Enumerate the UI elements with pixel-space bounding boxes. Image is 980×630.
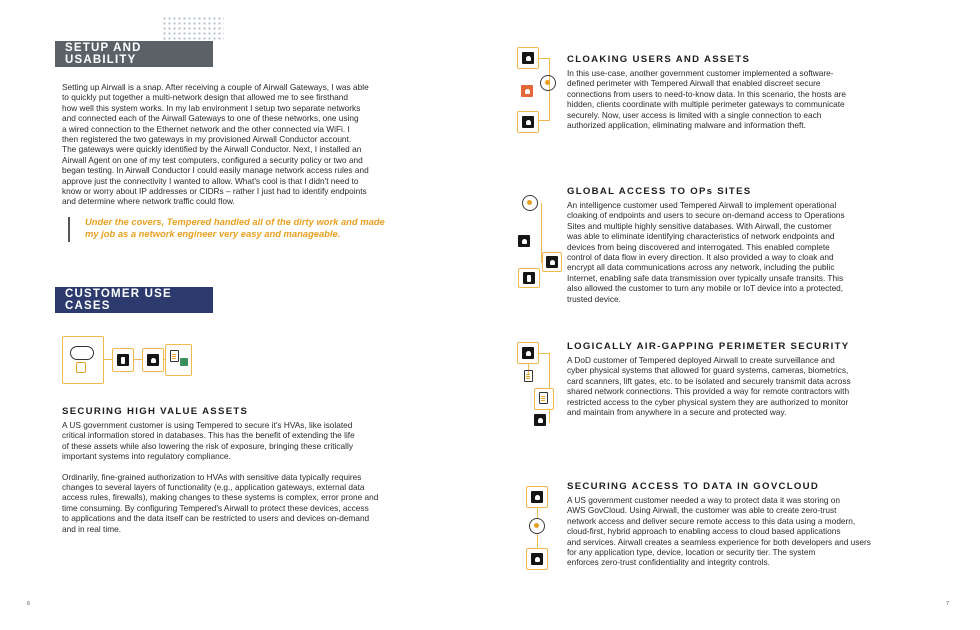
govcloud-line: A US government customer needed a way to protect data it was storing on	[567, 495, 841, 505]
airgap-line: A DoD customer of Tempered deployed Airwall to create surveillance and	[567, 355, 835, 365]
user-icon	[522, 116, 534, 128]
server-icon	[531, 553, 543, 565]
setup-line: how well this system works. In my lab environment I setup two separate networks	[62, 102, 361, 113]
hva-line: Ordinarily, fine-grained authorization to HVAs with sensitive data typically requires	[62, 471, 362, 482]
use-cases-heading: CUSTOMER USE CASES	[55, 287, 213, 313]
airgap-line: and maintain from anywhere in a secure and protected way.	[567, 407, 787, 418]
setup-line: began testing. In Airwall Conductor I could easily manage network access rules and	[62, 165, 369, 176]
hva-line: critical information stored in databases. This has the benefit of extending the life	[62, 430, 355, 441]
user-icon	[522, 347, 534, 359]
hva-illustration	[62, 336, 192, 386]
govcloud-line: enforces zero-trust confidentiality and integrity controls.	[567, 557, 770, 568]
global-line: trusted device.	[567, 293, 621, 304]
global-title: GLOBAL ACCESS TO OPs SITES	[567, 186, 752, 197]
user-icon	[546, 256, 558, 268]
global-line: An intelligence customer used Tempered Airwall to implement operational	[567, 200, 837, 210]
user-icon	[518, 235, 530, 247]
global-line: Sites and multiple highly sensitive databases. With Airwall, the customer	[567, 220, 832, 231]
govcloud-body	[567, 495, 932, 568]
connector-line	[104, 359, 112, 360]
lock-icon	[76, 362, 86, 373]
hva-line: to applications and the data itself can be restricted to users and devices on-demand	[62, 513, 370, 524]
connector-line	[134, 359, 142, 360]
govcloud-line: cloud-first, hybrid approach to enabling access to cloud based applications	[567, 526, 841, 537]
cloaking-title: CLOAKING USERS AND ASSETS	[567, 54, 751, 65]
user-icon	[531, 491, 543, 503]
page-number-right: 7	[946, 601, 950, 607]
cloaking-line: In this use-case, another government customer implemented a software-	[567, 68, 834, 78]
setup-line: Setting up Airwall is a snap. After receiving a couple of Airwall Gateways, I was able	[62, 82, 369, 92]
cloaking-body	[567, 68, 927, 130]
cloaking-line: securely. Now, user access is limited with a single connection to each	[567, 109, 822, 120]
hva-line: of these assets while also lowering the risk of exposure, bringing these critically	[62, 440, 353, 451]
hva-body	[62, 420, 447, 534]
decorative-dot-grid	[162, 16, 224, 42]
hva-line: important systems into regulatory compliance.	[62, 451, 231, 462]
airgap-line: card scanners, lift gates, etc. to be isolated and securely transmit data across	[567, 375, 851, 386]
setup-line: know or worry about IP addresses or CIDRs – rather I just had to identify endpoints	[62, 186, 367, 197]
quote-line: Under the covers, Tempered handled all of the dirty work and made	[85, 216, 385, 227]
gear-icon	[540, 75, 556, 91]
setup-line: approve just the connectivity I wanted to allow. What's cool is that I didn't need to	[62, 175, 359, 186]
phone-icon	[523, 272, 535, 284]
cloaking-diagram	[512, 45, 562, 140]
quote-line: my job as a network engineer very easy and manageable.	[85, 228, 341, 239]
chip-icon	[180, 358, 188, 366]
cloaking-line: authorized application, eliminating malware and information theft.	[567, 120, 806, 131]
cloaking-line: hidden, clients coordinate with multiple perimeter gateways to communicate	[567, 99, 845, 110]
global-line: cloaking of endpoints and users to secure on-demand access to Operations	[567, 210, 845, 221]
setup-body	[62, 82, 442, 207]
gear-icon	[522, 195, 538, 211]
setup-line: then registered the two gateways in my provisioned Airwall Conductor account.	[62, 134, 352, 145]
card-scanner-icon	[539, 392, 548, 404]
setup-line: and connected each of the Airwall Gateways to one of these networks, one using	[62, 113, 359, 124]
hva-line: A US government customer is using Tempered to secure it's HVAs, like isolated	[62, 420, 353, 430]
pull-quote	[85, 216, 445, 240]
hva-title: SECURING HIGH VALUE ASSETS	[62, 406, 249, 417]
cloud-lock-icon	[70, 346, 94, 360]
user-icon	[522, 52, 534, 64]
govcloud-title: SECURING ACCESS TO DATA IN GOVCLOUD	[567, 481, 820, 492]
hva-line: changes to several layers of functionality (e.g., application gateways, external data	[62, 482, 365, 493]
phone-icon	[117, 354, 129, 366]
airgap-line: cyber physical systems that allowed for guard systems, cameras, biometrics,	[567, 365, 849, 376]
global-line: encrypt all data communications across any network, including the public	[567, 262, 835, 273]
global-body	[567, 200, 927, 304]
server-icon	[147, 354, 159, 366]
setup-line: to quickly put together a multi-network design that allowed me to see firsthand	[62, 92, 348, 103]
database-icon	[170, 350, 179, 362]
page-number-left: 6	[27, 601, 31, 607]
airgap-body	[567, 355, 927, 417]
cloud-gear-icon	[529, 518, 545, 534]
global-diagram	[512, 190, 567, 290]
global-line: also allowed the customer to turn any mobile or IoT device into a protected,	[567, 283, 844, 294]
alert-user-icon	[521, 85, 533, 97]
hva-line: access rules, firewalls), making changes to these systems is complex, error prone and	[62, 492, 379, 503]
cloaking-line: defined perimeter with Tempered Airwall that enabled discreet secure	[567, 78, 821, 89]
airgap-title: LOGICALLY AIR-GAPPING PERIMETER SECURITY	[567, 341, 850, 352]
cloaking-line: connections from users to need-to-know data. In this scenario, the hosts are	[567, 88, 847, 99]
airgap-diagram	[512, 340, 562, 432]
govcloud-line: and services. Airwall creates a seamless experience for both developers and users	[567, 536, 871, 547]
user-icon	[534, 414, 546, 426]
global-line: devices from being discovered and interrogated. This enabled complete	[567, 241, 830, 252]
setup-line: The gateways were quickly identified by the Airwall Conductor. Next, I installed an	[62, 144, 362, 155]
setup-line: a wired connection to the Ethernet network and the other connected via WiFi. I	[62, 123, 350, 134]
govcloud-line: for any application type, device, location or security tier. The system	[567, 547, 816, 558]
global-line: control of data flow in every direction. It also provided a way to cloak and	[567, 252, 834, 263]
hva-line: time consuming. By configuring Tempered's Airwall to protect these devices, access	[62, 502, 369, 513]
airgap-line: restricted access to the cyber physical system they are authorized to monitor	[567, 396, 849, 407]
cloud-frame	[62, 336, 104, 384]
hva-line: and in real time.	[62, 523, 122, 534]
setup-line: and determine where network traffic could flow.	[62, 196, 235, 207]
govcloud-line: AWS GovCloud. Using Airwall, the customer was able to create zero-trust	[567, 505, 837, 516]
global-line: Internet, enabling safe data transmission over typically unsafe transits. This	[567, 272, 844, 283]
global-line: was able to eliminate identifying characteristics of network endpoints and	[567, 231, 835, 242]
govcloud-line: network access and deliver secure remote access to this data using a modern,	[567, 515, 856, 526]
camera-icon	[524, 370, 533, 382]
setup-heading: SETUP AND USABILITY	[55, 41, 213, 67]
setup-line: Airwall Agent on one of my test computers, configured a security policy or two and	[62, 154, 363, 165]
govcloud-diagram	[512, 484, 562, 576]
quote-bar	[68, 217, 70, 242]
airgap-line: shared network connections. This provided a way for remote contractors with	[567, 386, 850, 397]
